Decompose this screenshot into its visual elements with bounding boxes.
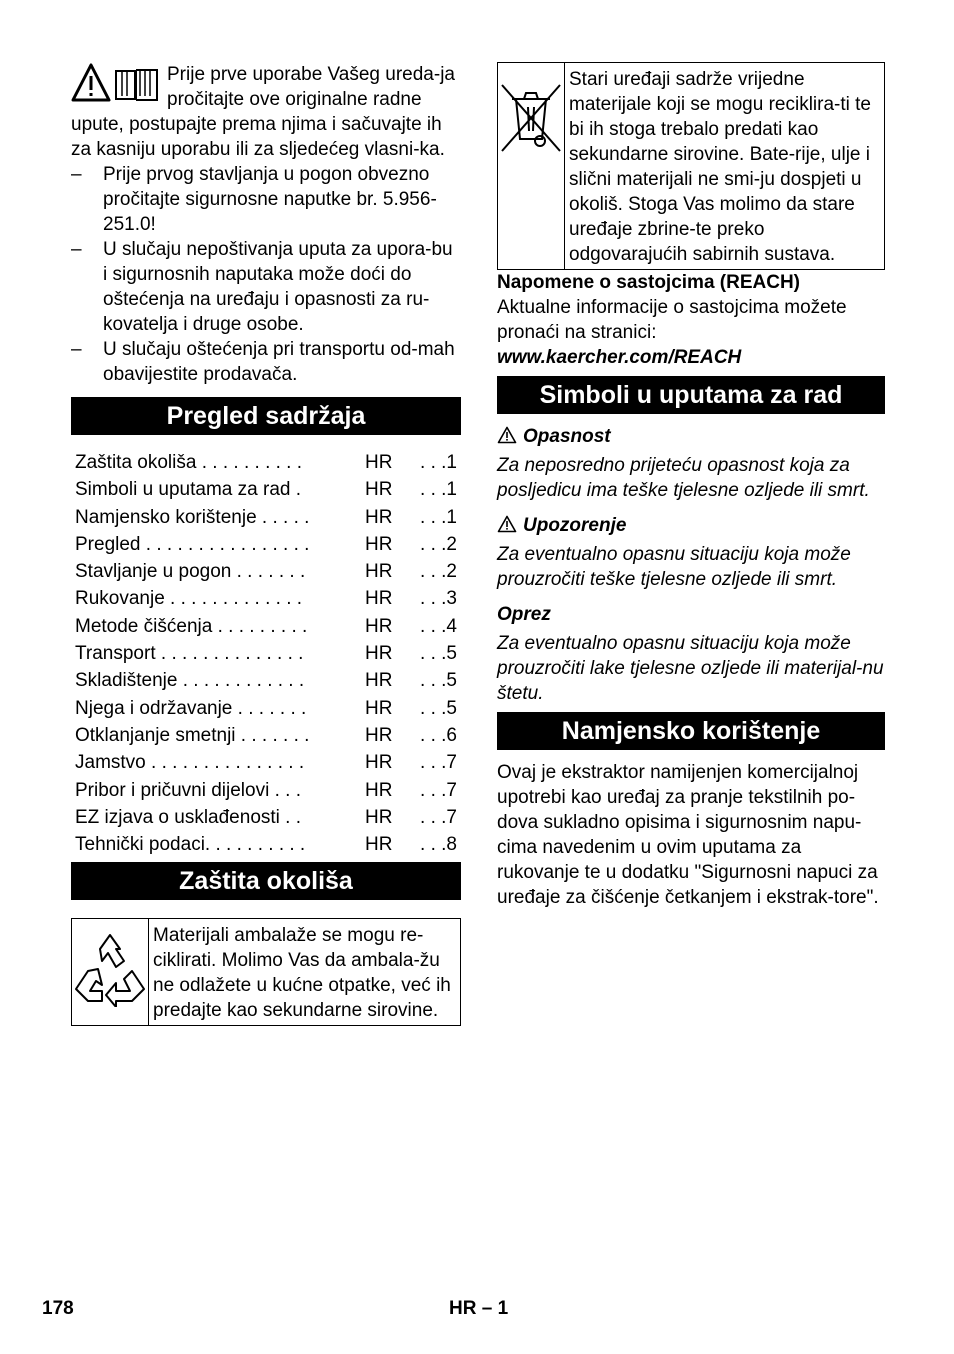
toc-lang: HR <box>365 643 393 665</box>
weee-text: Stari uređaji sadrže vrijedne materijale koji se mogu reciklira-ti te bi ih stoga trebalo predati kao sekundarne sirovine. Bate-rije, ulje i slični materijali ne smi-ju dospjeti u okoliš. Stoga Vas molimo da stare uređaje zbrine-te preko odgovarajućih sabirnih sustava. <box>569 69 871 265</box>
recycle-text: Materijali ambalaže se mogu re-ciklirati. Molimo Vas da ambala-žu ne odlažete u kućne otpatke, već ih predajte kao sekundarne sirovine. <box>153 925 451 1022</box>
list-item: – U slučaju nepoštivanja uputa za upora-bu i sigurnosnih naputaka može doći do oštećenja na uređaju i opasnosti za ru-kovatelja i druge osobe. <box>71 239 453 335</box>
caution-label: Oprez <box>497 604 551 625</box>
toc-row[interactable] <box>71 695 461 722</box>
toc-page: . . .4 <box>420 615 457 637</box>
danger-label: Opasnost <box>523 426 611 447</box>
toc-title: Stavljanje u pogon . . . . . . . <box>75 561 306 583</box>
toc-lang: HR <box>365 670 393 692</box>
toc-title: Pribor i pričuvni dijelovi . . . <box>75 779 301 801</box>
toc-title: Transport . . . . . . . . . . . . . . <box>75 643 304 665</box>
toc-row[interactable] <box>71 722 461 749</box>
toc-page: . . .5 <box>420 697 457 719</box>
toc-lang: HR <box>365 452 393 473</box>
toc-title: Jamstvo . . . . . . . . . . . . . . . <box>75 752 305 774</box>
symbols-heading: Simboli u uputama za rad <box>497 376 885 414</box>
dash-bullet: – <box>71 164 82 185</box>
left-column <box>71 62 461 1026</box>
environment-heading: Zaštita okoliša <box>71 862 461 900</box>
toc-page: . . .6 <box>420 724 457 746</box>
warning-heading <box>497 513 885 538</box>
toc-lang: HR <box>365 697 393 719</box>
warning-label: Upozorenje <box>523 515 627 536</box>
toc-page: . . .2 <box>420 533 457 555</box>
toc-lang: HR <box>365 561 393 583</box>
toc-title: Pregled . . . . . . . . . . . . . . . . <box>75 533 310 555</box>
toc-row[interactable] <box>71 585 461 612</box>
toc-lang: HR <box>365 724 393 746</box>
page-number: 178 <box>42 1298 74 1319</box>
toc-page: . . .5 <box>420 643 457 665</box>
toc-row[interactable] <box>71 831 461 858</box>
warning-text: Za eventualno opasnu situaciju koja može prouzročiti teške tjelesne ozljede ili smrt. <box>497 544 851 590</box>
toc-page: . . .3 <box>420 588 457 610</box>
toc-title: Metode čišćenja . . . . . . . . . <box>75 615 308 637</box>
page-code: HR – 1 <box>449 1298 509 1319</box>
toc-lang: HR <box>365 834 393 856</box>
recycle-notice <box>71 918 461 1026</box>
toc-page: . . .5 <box>420 670 457 692</box>
dash-bullet: – <box>71 339 82 360</box>
table-of-contents <box>71 449 461 858</box>
caution-text: Za eventualno opasnu situaciju koja može prouzročiti lake tjelesne ozljede ili materijal-nu štetu. <box>497 633 884 704</box>
reach-title: Napomene o sastojcima (REACH) <box>497 272 801 293</box>
toc-lang: HR <box>365 806 393 828</box>
recycle-icon <box>72 931 148 1007</box>
toc-row[interactable] <box>71 640 461 667</box>
reach-link[interactable]: www.kaercher.com/REACH <box>497 347 742 368</box>
toc-title: Rukovanje . . . . . . . . . . . . . <box>75 588 303 610</box>
toc-row[interactable] <box>71 531 461 558</box>
danger-text: Za neposredno prijeteću opasnost koja za posljedicu ima teške tjelesne ozljede ili smrt. <box>497 455 870 501</box>
toc-row[interactable] <box>71 476 461 503</box>
warning-triangle-icon <box>497 426 517 444</box>
list-item: – U slučaju oštećenja pri transportu od-mah obavijestite prodavača. <box>71 339 455 385</box>
warning-manual-icon <box>71 62 161 106</box>
toc-title: Simboli u uputama za rad . <box>75 479 302 501</box>
toc-lang: HR <box>365 588 393 610</box>
intro-block <box>71 62 461 162</box>
intended-use-text: Ovaj je ekstraktor namijenjen komercijalnoj upotrebi kao uređaj za pranje tekstilnih po-dova sukladno opisima i sigurnosnim napu-cima navedenim u ovim uputama za rukovanje te u dodatku "Sigurnosni napuci za uređaje za čišćenje četkanjem i ekstrak-tore". <box>497 762 879 908</box>
crossed-bin-icon <box>498 79 564 155</box>
weee-icon-cell <box>498 63 565 269</box>
dash-bullet: – <box>71 239 82 260</box>
reach-text: Aktualne informacije o sastojcima možete pronaći na stranici: <box>497 297 847 343</box>
intended-use-heading: Namjensko korištenje <box>497 712 885 750</box>
danger-heading <box>497 424 885 449</box>
toc-page: . . .7 <box>420 806 457 828</box>
toc-page: . . .8 <box>420 834 457 856</box>
toc-page: . . .1 <box>420 479 457 501</box>
toc-lang: HR <box>365 752 393 774</box>
toc-lang: HR <box>365 506 393 528</box>
toc-title: Njega i održavanje . . . . . . . <box>75 697 307 719</box>
toc-page: . . .1 <box>420 506 457 528</box>
toc-row[interactable] <box>71 749 461 776</box>
toc-page: . . .7 <box>420 752 457 774</box>
toc-row[interactable] <box>71 777 461 804</box>
list-item: – Prije prvog stavljanja u pogon obvezno pročitajte sigurnosne naputke br. 5.956-251.0! <box>71 164 437 235</box>
toc-lang: HR <box>365 615 393 637</box>
right-column <box>497 62 885 910</box>
toc-page: . . .1 <box>420 452 457 473</box>
toc-heading: Pregled sadržaja <box>71 397 461 435</box>
toc-lang: HR <box>365 479 393 501</box>
recycle-icon-cell <box>72 919 149 1025</box>
toc-page: . . .7 <box>420 779 457 801</box>
toc-title: EZ izjava o usklađenosti . . <box>75 806 301 828</box>
toc-title: Tehnički podaci. . . . . . . . . . <box>75 834 306 856</box>
toc-lang: HR <box>365 533 393 555</box>
toc-row[interactable] <box>71 613 461 640</box>
toc-row[interactable] <box>71 449 461 476</box>
toc-title: Skladištenje . . . . . . . . . . . . <box>75 670 305 692</box>
toc-title: Otklanjanje smetnji . . . . . . . <box>75 724 310 746</box>
toc-title: Namjensko korištenje . . . . . <box>75 506 310 528</box>
weee-notice <box>497 62 885 270</box>
intro-list <box>71 162 461 387</box>
toc-row[interactable] <box>71 504 461 531</box>
intro-text: Prije prve uporabe Vašeg ureda-ja pročitajte ove originalne radne upute, postupajte prema njima i sačuvajte ih za kasniju uporabu ili za sljedećeg vlasni-ka. <box>71 64 455 160</box>
warning-triangle-icon <box>497 515 517 533</box>
toc-row[interactable] <box>71 804 461 831</box>
toc-page: . . .2 <box>420 561 457 583</box>
toc-row[interactable] <box>71 558 461 585</box>
toc-row[interactable] <box>71 667 461 694</box>
toc-title: Zaštita okoliša . . . . . . . . . . <box>75 452 303 473</box>
toc-lang: HR <box>365 779 393 801</box>
